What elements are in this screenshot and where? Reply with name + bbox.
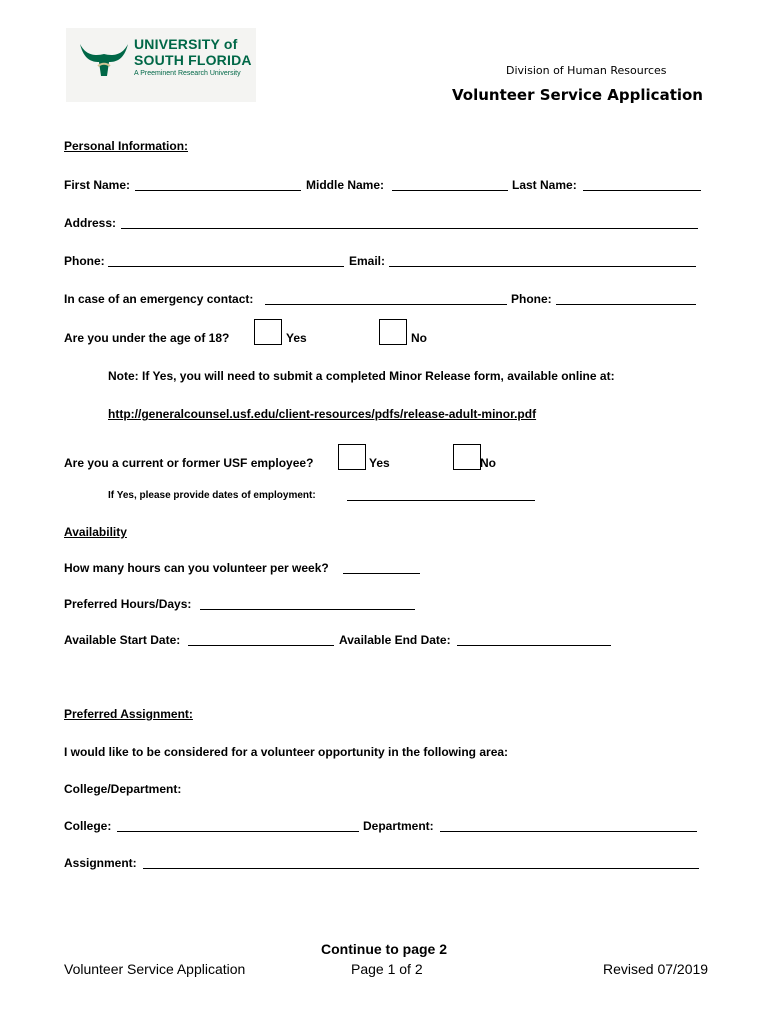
assignment-label: Assignment: [64,856,137,870]
address-field[interactable] [121,228,698,229]
preferred-hours-label: Preferred Hours/Days: [64,597,192,611]
under-18-question: Are you under the age of 18? [64,331,230,345]
continue-note: Continue to page 2 [321,941,447,957]
hours-per-week-field[interactable] [343,573,420,574]
end-date-field[interactable] [457,645,611,646]
under-18-yes-label: Yes [286,331,307,345]
start-date-field[interactable] [188,645,334,646]
bull-horns-icon [76,36,132,80]
employee-no-label: No [480,456,496,470]
page-number: Page 1 of 2 [351,961,423,977]
minor-release-note: Note: If Yes, you will need to submit a completed Minor Release form, available online at: [108,369,615,383]
department-field[interactable] [440,831,697,832]
under-18-no-checkbox[interactable] [379,319,407,345]
address-label: Address: [64,216,117,230]
college-label: College: [64,819,112,833]
usf-logo [66,28,256,102]
minor-release-link[interactable]: http://generalcounsel.usf.edu/client-resources/pdfs/release-adult-minor.pdf [108,407,537,421]
phone-label: Phone: [64,254,105,268]
availability-heading: Availability [64,525,127,539]
under-18-no-label: No [411,331,427,345]
end-date-label: Available End Date: [339,633,451,647]
emergency-phone-field[interactable] [556,304,696,305]
footer-form-name: Volunteer Service Application [64,961,246,977]
emergency-contact-field[interactable] [265,304,507,305]
division-name: Division of Human Resources [506,64,667,77]
first-name-label: First Name: [64,178,131,192]
assignment-field[interactable] [143,868,699,869]
last-name-field[interactable] [583,190,701,191]
college-department-label: College/Department: [64,782,182,796]
email-field[interactable] [389,266,696,267]
emergency-contact-label: In case of an emergency contact: [64,292,254,306]
employment-dates-field[interactable] [347,500,535,501]
personal-info-heading: Personal Information: [64,139,189,153]
logo-line-2: SOUTH FLORIDA [134,52,252,68]
assignment-intro: I would like to be considered for a volunteer opportunity in the following area: [64,745,509,759]
employee-no-checkbox[interactable] [453,444,481,470]
employee-yes-checkbox[interactable] [338,444,366,470]
preferred-hours-field[interactable] [200,609,415,610]
revision-date: Revised 07/2019 [603,961,709,977]
under-18-yes-checkbox[interactable] [254,319,282,345]
phone-field[interactable] [108,266,344,267]
usf-employee-question: Are you a current or former USF employee? [64,456,314,470]
emergency-phone-label: Phone: [511,292,552,306]
start-date-label: Available Start Date: [64,633,181,647]
department-label: Department: [363,819,434,833]
college-field[interactable] [117,831,359,832]
middle-name-field[interactable] [392,190,508,191]
logo-tagline: A Preeminent Research University [134,70,241,77]
first-name-field[interactable] [135,190,301,191]
middle-name-label: Middle Name: [306,178,385,192]
hours-per-week-label: How many hours can you volunteer per week? [64,561,329,575]
email-label: Email: [349,254,386,268]
employee-yes-label: Yes [369,456,390,470]
document-title: Volunteer Service Application [452,86,703,104]
employment-dates-label: If Yes, please provide dates of employment: [108,490,316,501]
logo-line-1: UNIVERSITY of [134,36,238,52]
preferred-assignment-heading: Preferred Assignment: [64,707,193,721]
last-name-label: Last Name: [512,178,577,192]
